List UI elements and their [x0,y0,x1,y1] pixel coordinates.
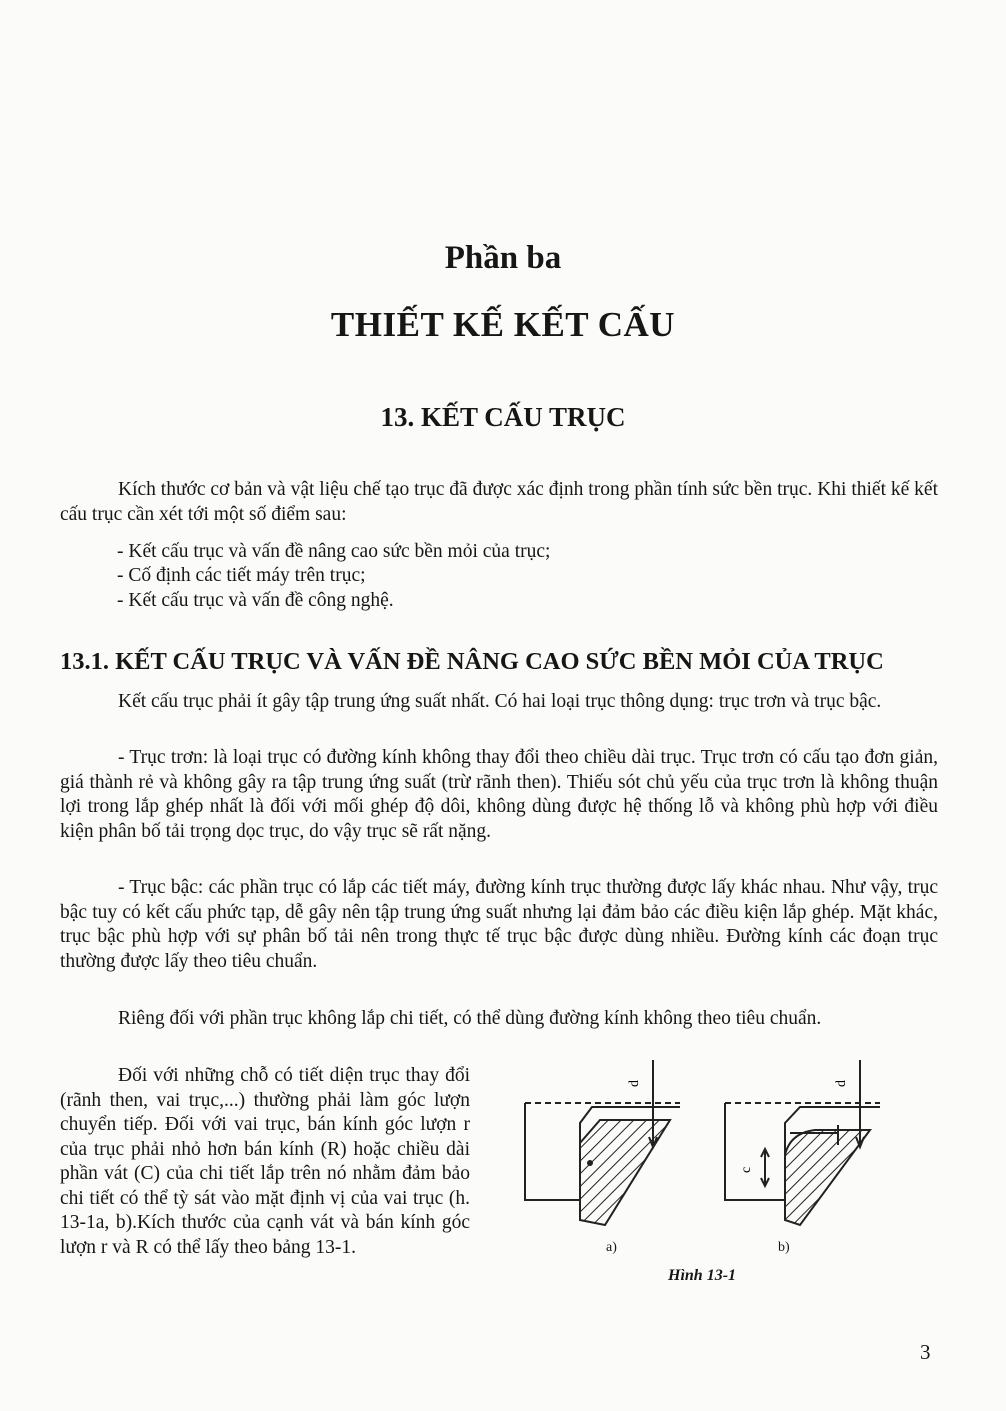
intro-paragraph: Kích thước cơ bản và vật liệu chế tạo trục đã được xác định trong phần tính sức bền trục. Khi thiết kế kết cấu trục cần xét tới một số điểm sau: [60,479,938,525]
intro-bullet: - Cố định các tiết máy trên trục; [117,565,366,586]
dimension-c-label: c [739,1166,754,1173]
figure-13-1a [520,1055,700,1235]
body-paragraph: Kết cấu trục phải ít gây tập trung ứng suất nhất. Có hai loại trục thông dụng: trục trơn và trục bậc. [118,691,882,712]
body-paragraph: - Trục trơn: là loại trục có đường kính không thay đổi theo chiều dài trục. Trục trơn có cấu tạo đơn giản, giá thành rẻ và không gây ra tập trung ứng suất (trừ rãnh then). Thiếu sót chủ yếu của trục trơn là không thuận lợi trong lắp ghép nhất là đối với mối ghép độ dôi, không dùng được hệ thống lỗ và không phù hợp với điều kiện phân bố tải trọng dọc trục, do vậy trục sẽ rất nặng. [60,747,938,842]
dimension-d-label: d [834,1080,849,1087]
chapter-title: 13. KẾT CẤU TRỤC [380,402,626,432]
dimension-d-label: d [627,1080,642,1087]
body-paragraph: Riêng đối với phần trục không lắp chi tiết, có thể dùng đường kính không theo tiêu chuẩn. [118,1008,822,1029]
figure-a-label: a) [606,1240,617,1255]
figure-b-label: b) [778,1240,790,1255]
part-title: Phần ba [444,240,562,276]
main-title: THIẾT KẾ KẾT CẤU [330,305,676,344]
intro-bullet: - Kết cấu trục và vấn đề nâng cao sức bền mỏi của trục; [117,541,551,562]
page-number: 3 [920,1340,931,1364]
section-title: 13.1. KẾT CẤU TRỤC VÀ VẤN ĐỀ NÂNG CAO SỨC BỀN MỎI CỦA TRỤC [60,648,884,675]
figure-13-1b [720,1055,890,1235]
body-paragraph: - Trục bậc: các phần trục có lắp các tiết máy, đường kính trục thường được lấy khác nhau. Như vậy, trục bậc tuy có kết cấu phức tạp, dễ gây nên tập trung ứng suất nhưng lại đảm bảo các điều kiện lắp ghép. Mặt khác, trục bậc phù hợp với sự phân bố tải nên trong thực tế trục bậc được dùng nhiều. Đường kính các đoạn trục thường được lấy theo tiêu chuẩn. [60,877,938,972]
figure-caption: Hình 13-1 [668,1267,737,1284]
body-paragraph: Đối với những chỗ có tiết diện trục thay đổi (rãnh then, vai trục,...) thường phải làm góc lượn chuyển tiếp. Đối với vai trục, bán kính góc lượn r của trục phải nhỏ hơn bán kính (R) hoặc chiều dài phần vát (C) của chi tiết lắp trên nó nhằm đảm bảo chi tiết có thể tỳ sát vào mặt định vị của vai trục (h. 13-1a, b).Kích thước của cạnh vát và bán kính góc lượn r và R có thể lấy theo bảng 13-1. [60,1065,470,1258]
intro-bullet: - Kết cấu trục và vấn đề công nghệ. [117,590,394,611]
